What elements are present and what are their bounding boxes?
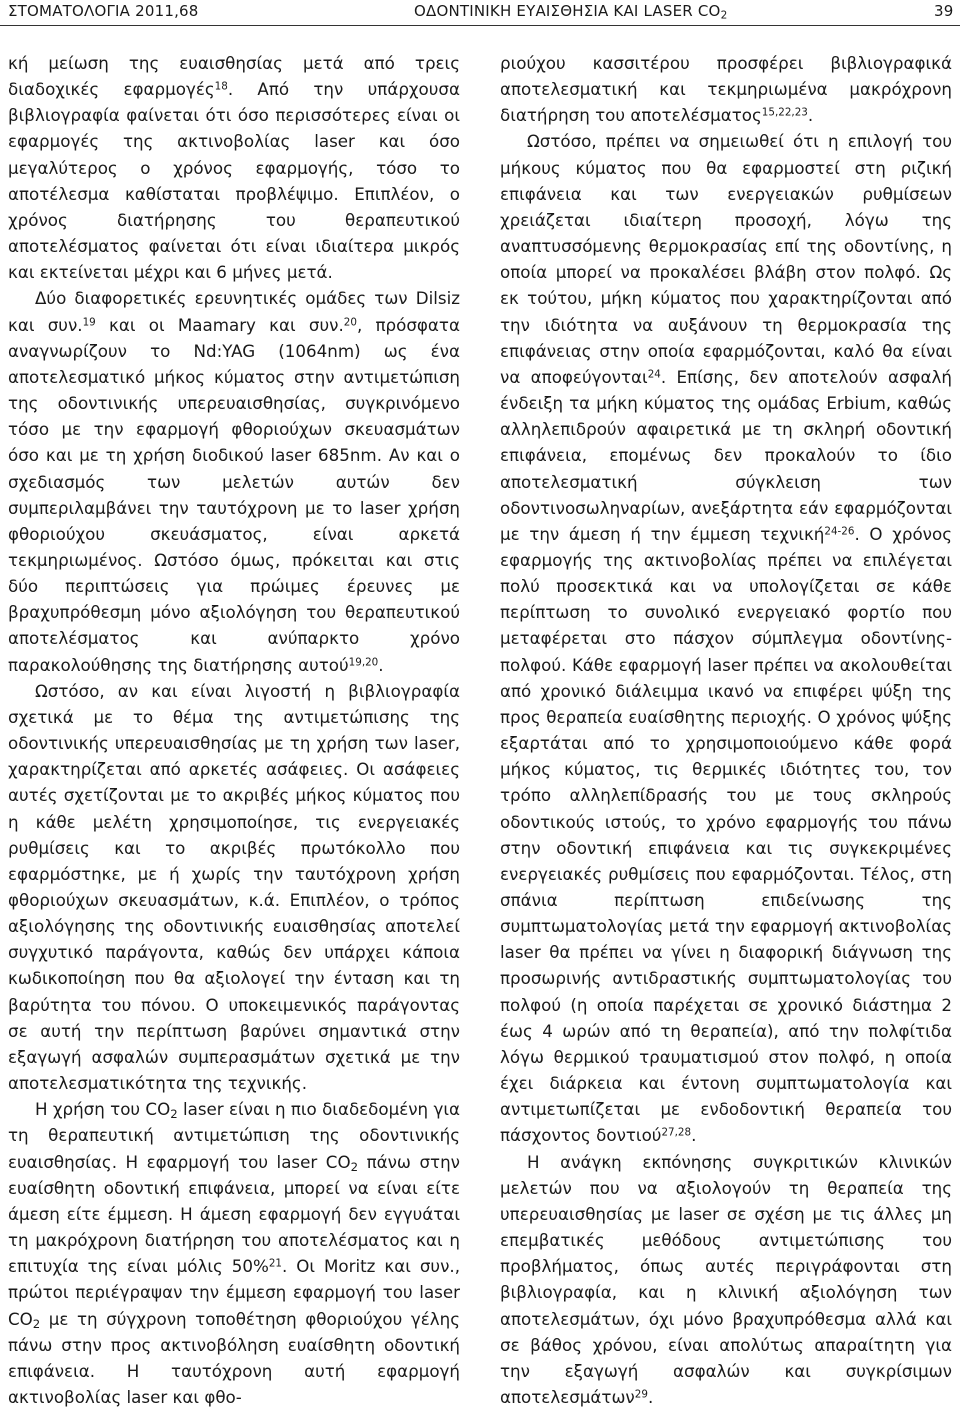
- subscript: 2: [350, 1159, 359, 1174]
- left-paragraph-2: [8, 285, 460, 677]
- right-paragraph-3: [500, 1149, 952, 1410]
- citation: 27,28: [661, 1126, 692, 1139]
- left-paragraph-3: [8, 678, 460, 1097]
- left-paragraph-4: [8, 1096, 460, 1410]
- section-title-main: ΟΔΟΝΤΙΝΙΚΗ ΕΥΑΙΣΘΗΣΙΑ ΚΑΙ LASER CO: [414, 2, 721, 20]
- citation: 19: [82, 315, 96, 328]
- citation: 24-26: [824, 525, 855, 538]
- text-run: laser είναι η πιο διαδεδομένη για τη θεραπευτική αντιμετώπιση της οδοντινικής ευαισθησίας. Η εφαρμογή του laser CO: [8, 1099, 460, 1172]
- text-run: Δύο διαφορετικές ερευνητικές ομάδες των Dilsiz και συν.: [8, 288, 460, 335]
- citation: 18: [214, 80, 228, 93]
- text-run: ριούχου κασσιτέρου προσφέρει βιβλιογραφικά αποτελεσματική και τεκμηριωμένα μακρόχρονη διατήρηση του αποτελέσματος: [500, 53, 952, 126]
- text-run: , πρόσφατα αναγνωρίζουν το Nd:YAG (1064nm) ως ένα αποτελεσματικό μήκος κύματος στην αντιμετώπιση της οδοντινικής υπερευαισθησίας, συγκρινόμενο τόσο με την εφαρμογή φθοριούχων σκευασμάτων όσο και με τη χρήση διοδικού laser 685nm. Αν και ο σχεδιασμός των μελετών αυτών δεν συμπεριλαμβάνει την ταυτόχρονη με το laser χρήση φθοριούχου σκευάσματος, είναι αρκετά τεκμηριωμένος. Ωστόσο όμως, πρόκειται και στις δύο περιπτώσεις για πρώιμες έρευνες με βραχυπρόθεσμη μόνο αξιολόγηση του θεραπευτικού αποτελέσματος και ανύπαρκτο χρόνο παρακολούθησης της διατήρησης αυτού: [8, 314, 460, 675]
- right-column: [500, 50, 952, 1410]
- citation: 20: [343, 315, 357, 328]
- page-header: [0, 0, 960, 28]
- journal-title: ΣΤΟΜΑΤΟΛΟΓΙΑ 2011,68: [8, 2, 199, 20]
- left-column: [8, 50, 460, 1410]
- text-run: Η ανάγκη εκπόνησης συγκριτικών κλινικών μελετών που να αξιολογούν τη θεραπεία της υπερευαισθησίας με laser σε σχέση με τις άλλες μη επεμβατικές μεθόδους αντιμετώπισης του προβλήματος, όπως αυτές περιγράφονται στη βιβλιογραφία, και η κλινική αξιολόγηση των αποτελεσμάτων, όχι μόνο βραχυπρόθεσμα αλλά και σε βάθος χρόνου, είναι απολύτως απαραίτητη για την εξαγωγή ασφαλών και συγκρίσιμων αποτελεσμάτων: [500, 1151, 952, 1407]
- left-paragraph-1: [8, 50, 460, 285]
- text-run: . Ο χρόνος εφαρμογής της ακτινοβολίας πρέπει να επιλέγεται πολύ προσεκτικά και να υπολογίζεται σε κάθε περίπτωση το συνολικό ενεργειακό φορτίο που μεταφέρεται στο πάσχον σύμπλεγμα οδοντίνης-πολφού. Κάθε εφαρμογή laser πρέπει να ακολουθείται από χρονικό διάλειμμα ικανό να επιφέρει ψύξη της προς θεραπεία ευαίσθητης περιοχής. Ο χρόνος ψύξης εξαρτάται από το χρησιμοποιούμενο κάθε φορά μήκος κύματος, τις θερμικές ιδιότητες του, τον τρόπο αλληλεπίδρασής του με τους σκληρούς οδοντικούς ιστούς, το χρόνο εφαρμογής του πάνω στην οδοντική επιφάνεια και τις συγκεκριμένες ενεργειακές ρυθμίσεις που εφαρμόζονται. Τέλος, στη σπάνια περίπτωση επιδείνωσης της συμπτωματολογίας μετά την εφαρμογή ακτινοβολίας laser θα πρέπει να γίνει η διαφορική διάγνωση της προσωρινής αντιδραστικής συμπτωματολογίας του πολφού (η οποία παρέχεται σε χρονικό διάστημα 2 έως 4 ωρών από τη θεραπεία), από την πολφίτιδα λόγω θερμικού τραυματισμού στον πολφό, η οποία έχει διάρκεια και έντονη συμπτωματολογία και αντιμετωπίζεται με ενδοδοντική θεραπεία του πάσχοντος δοντιού: [500, 523, 952, 1146]
- text-run: .: [807, 105, 814, 126]
- text-run: με τη σύγχρονη τοποθέτηση φθοριούχου γέλης πάνω στην προς ακτινοβόληση ευαίσθητη οδοντική επιφάνεια. Η ταυτόχρονη αυτή εφαρμογή ακτινοβολίας laser και φθο-: [8, 1308, 460, 1407]
- text-run: κή μείωση της ευαισθησίας μετά από τρεις διαδοχικές εφαρμογές: [8, 53, 460, 100]
- text-run: και οι Maamary και συν.: [95, 314, 344, 335]
- text-run: Η χρήση του CO: [35, 1099, 171, 1120]
- subscript: 2: [32, 1316, 41, 1331]
- section-title-subscript: 2: [720, 9, 728, 22]
- text-run: πάνω στην ευαίσθητη οδοντική επιφάνεια, μπορεί να είναι είτε άμεση είτε έμμεση. Η άμεση εφαρμογή δεν εγγυάται τη μακρόχρονη διατήρηση του αποτελέσματος και η επιτυχία της είναι μόλις 50%: [8, 1151, 460, 1277]
- subscript: 2: [170, 1107, 178, 1122]
- text-run: Ωστόσο, αν και είναι λιγοστή η βιβλιογραφία σχετικά με το θέμα της αντιμετώπισης της οδοντινικής υπερευαισθησίας με τη χρήση των laser, χαρακτηρίζεται από αρκετές ασάφειες. Οι ασάφειες αυτές σχετίζονται με το ακριβές μήκος κύματος που η κάθε μελέτη χρησιμοποίησε, τις ενεργειακές ρυθμίσεις και το ακριβές πρωτόκολλο που εφαρμόστηκε, με ή χωρίς την ταυτόχρονη χρήση φθοριούχων σκευασμάτων, κ.ά. Επιπλέον, ο τρόπος αξιολόγησης της οδοντινικής ευαισθησίας αποτελεί συγχυτικό παράγοντα, καθώς δεν υπάρχει κάποια κωδικοποίηση που θα αξιολογεί την ένταση και τη βαρύτητα του πόνου. Ο υποκειμενικός παράγοντας σε αυτή την περίπτωση βαρύνει σημαντικά στην εξαγωγή ασφαλών συμπερασμάτων σχετικά με την αποτελεσματικότητα της τεχνικής.: [8, 680, 460, 1094]
- text-run: Ωστόσο, πρέπει να σημειωθεί ότι η επιλογή του μήκους κύματος που θα εφαρμοστεί στη ριζική επιφάνεια και των ενεργειακών ρυθμίσεων χρειάζεται ιδιαίτερη προσοχή, λόγω της αναπτυσσόμενης θερμοκρασίας επί της οδοντίνης, η οποία μπορεί να προκαλέσει βλάβη στον πολφό. Ως εκ τούτου, μήκη κύματος που χαρακτηρίζονται από την ιδιότητα να αυξάνουν τη θερμοκρασία της επιφάνειας στην οποία εφαρμόζονται, καλό θα είναι να αποφεύγονται: [500, 131, 952, 387]
- page-number: 39: [934, 2, 954, 20]
- citation: 21: [268, 1257, 283, 1270]
- text-run: . Οι Moritz και συν., πρώτοι περιέγραψαν την έμμεση εφαρμογή του laser CO: [8, 1256, 460, 1329]
- header-rule: [0, 25, 960, 26]
- citation: 24: [647, 368, 661, 381]
- right-paragraph-1: [500, 50, 952, 128]
- text-run: . Από την υπάρχουσα βιβλιογραφία φαίνεται ότι όσο περισσότερες είναι οι εφαρμογές της ακτινοβολίας laser και όσο μεγαλύτερος ο χρόνος εφαρμογής, τόσο το αποτέλεσμα καθίσταται προβλέψιμο. Επιπλέον, ο χρόνος διατήρησης του θεραπευτικού αποτελέσματος φαίνεται ότι είναι ιδιαίτερα μικρός και εκτείνεται μέχρι και 6 μήνες μετά.: [8, 79, 461, 283]
- section-title: [414, 2, 727, 20]
- text-run: .: [378, 654, 384, 675]
- text-run: . Επίσης, δεν αποτελούν ασφαλή ένδειξη τα μήκη κύματος της ομάδας Erbium, καθώς αλληλεπιδρούν αφαιρετικά με τη σκληρή οδοντική επιφάνεια, επομένως δεν προκαλούν το ίδιο αποτελεσματική σύγκλειση των οδοντινοσωληναρίων, ανεξάρτητα εάν εφαρμόζονται με την άμεση ή την έμμεση τεχνική: [500, 366, 952, 544]
- citation: 19,20: [348, 655, 379, 668]
- right-paragraph-2: [500, 128, 952, 1148]
- citation: 29: [634, 1388, 648, 1401]
- text-run: .: [691, 1125, 697, 1146]
- text-run: .: [647, 1386, 654, 1407]
- citation: 15,22,23: [761, 106, 808, 119]
